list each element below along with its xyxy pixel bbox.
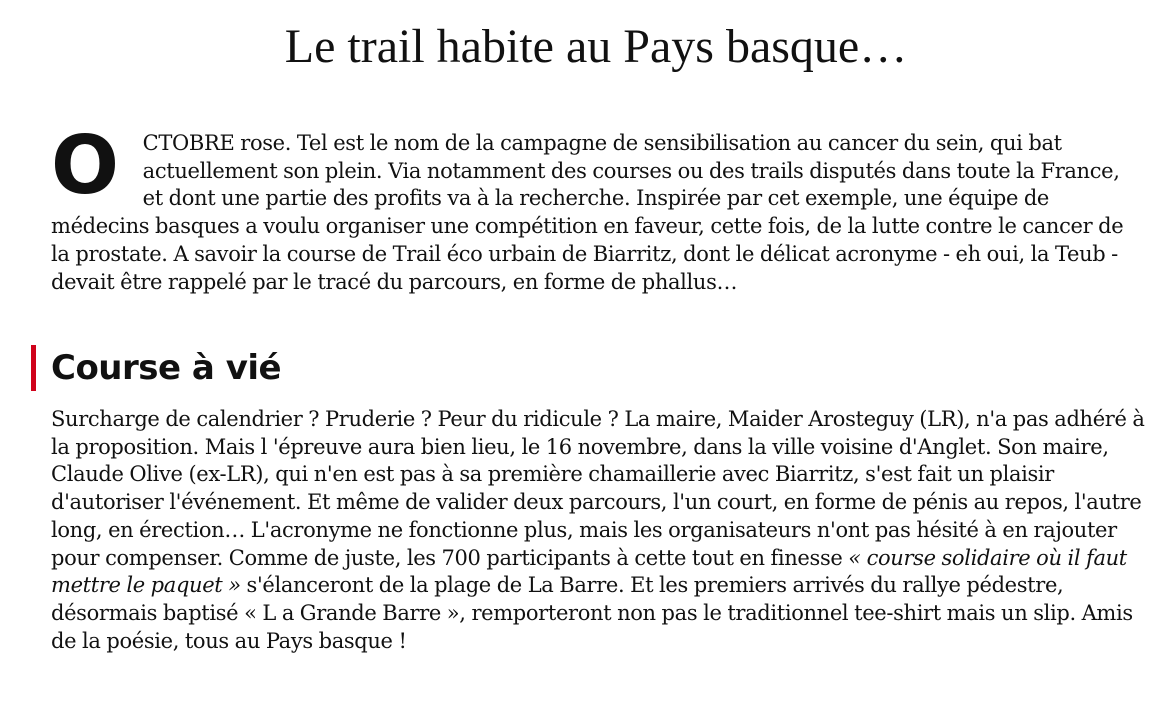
- page-title: Le trail habite au Pays basque…: [284, 20, 908, 73]
- section-heading: Course à vié: [31, 345, 281, 391]
- body-text-end: s'élanceront de la plage de La Barre. Et les premiers arrivés du rallye pédestre, désormais baptisé « L a Grande Barre », remporteront non pas le traditionnel tee-shirt mais un slip. Amis de la poésie, tous au Pays basque !: [51, 573, 1133, 653]
- lead-paragraph: [51, 119, 1141, 296]
- lead-text: CTOBRE rose. Tel est le nom de la campagne de sensibilisation au cancer du sein, qui bat actuellement son plein. Via notamment des courses ou des trails disputés dans toute la France, et dont une partie des profits va à la recherche. Inspirée par cet exemple, une équipe de médecins basques a voulu organiser une compétition en faveur, cette fois, de la lutte contre le cancer de la prostate. A savoir la course de Trail éco urbain de Biarritz, dont le délicat acronyme - eh oui, la Teub - devait être rappelé par le tracé du parcours, en forme de phallus…: [51, 131, 1124, 294]
- body-paragraph: [51, 406, 1151, 655]
- article: [51, 0, 1145, 653]
- body-quote: « course solidaire où il faut mettre le paquet »: [51, 545, 1127, 598]
- body-text-start: Surcharge de calendrier ? Pruderie ? Peur du ridicule ? La maire, Maider Arosteguy (LR), n'a pas adhéré à la proposition. Mais l 'épreuve aura bien lieu, le 16 novembre, dans la ville voisine d'Anglet. Son maire, Claude Olive (ex-LR), qui n'en est pas à sa première chamaillerie avec Biarritz, s'est fait un plaisir d'autoriser l'événement. Et même de valider deux parcours, l'un court, en forme de pénis au repos, l'autre long, en érection… L'acronyme ne fonctionne plus, mais les organisateurs n'ont pas hésité à en rajouter pour compenser. Comme de juste, les 700 participants à cette tout en finesse: [51, 407, 1145, 570]
- drop-cap: O: [51, 119, 119, 212]
